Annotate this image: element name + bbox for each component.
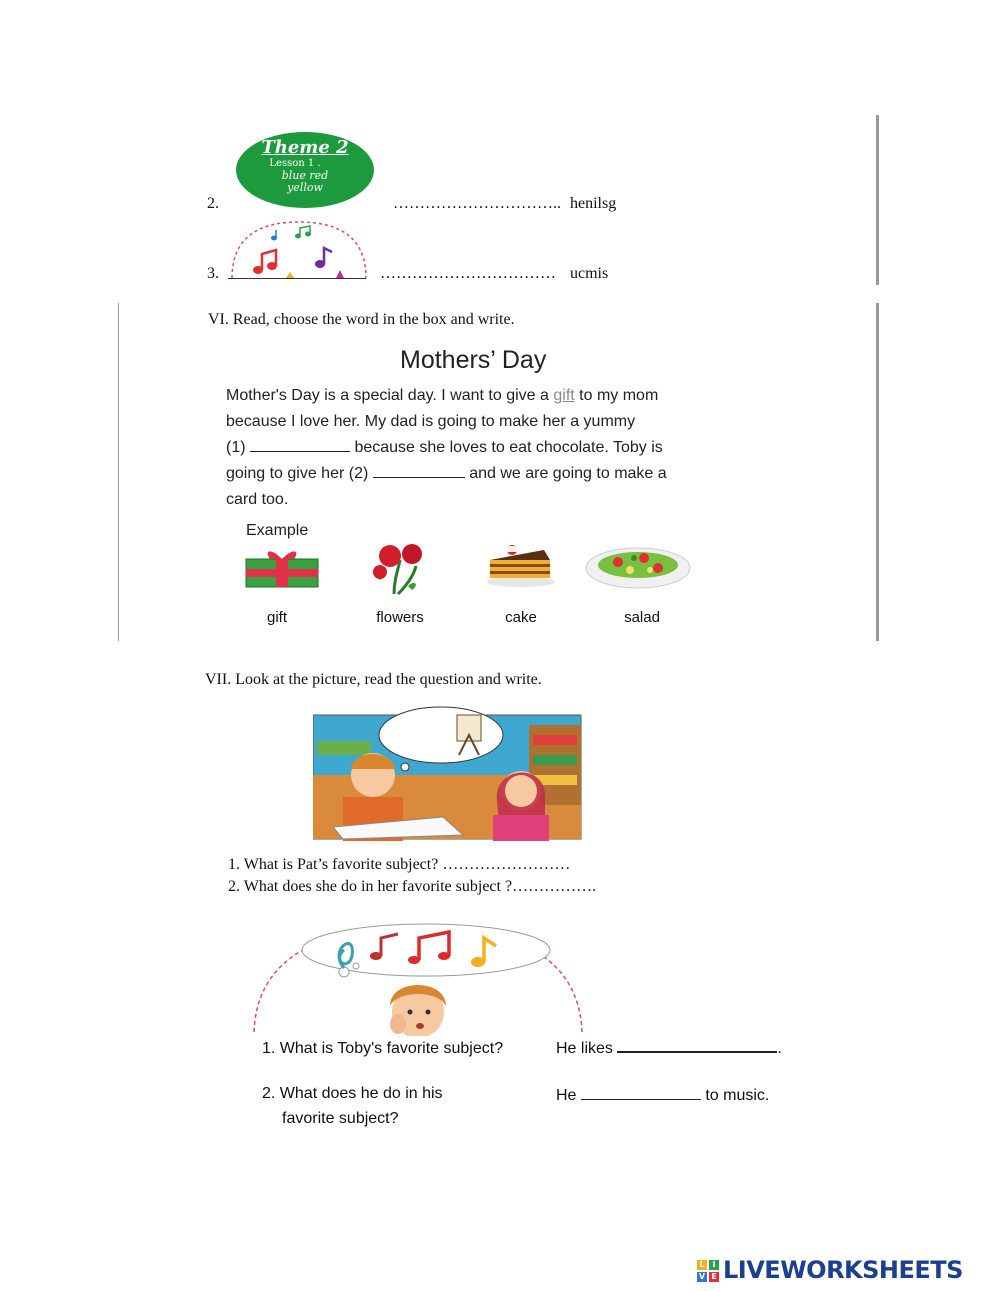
blank-2[interactable] — [373, 477, 465, 478]
word-cake: cake — [505, 609, 537, 626]
music-note-icon — [315, 248, 332, 268]
story-line3-b: because she loves to eat chocolate. Toby is — [350, 439, 663, 456]
story-paragraph — [226, 383, 667, 513]
toby-question-2-line2: favorite subject? — [282, 1110, 399, 1127]
theme-badge-line1: Lesson 1 . — [269, 158, 321, 169]
music-notes-image — [228, 218, 370, 280]
blank-1[interactable] — [250, 451, 350, 452]
music-dashed-arc — [232, 222, 366, 278]
section-vii-instruction: VII. Look at the picture, read the question and write. — [205, 671, 542, 688]
unscramble-item-2-word: henilsg — [570, 195, 617, 212]
story-line1-b: to my mom — [574, 387, 659, 404]
word-gift: gift — [266, 609, 287, 626]
logo-block-e: E — [709, 1272, 719, 1282]
top-right-border — [876, 115, 879, 285]
pat-question-2: 2. What does she do in her favorite subject ?……………. — [228, 878, 597, 895]
story-gift-word: gift — [553, 387, 575, 404]
word-flowers: flowers — [376, 609, 424, 626]
theme-badge — [236, 132, 374, 208]
unscramble-item-3-dots[interactable]: …………………………… — [380, 265, 556, 282]
salad-icon — [584, 540, 692, 590]
liveworksheets-logo — [697, 1258, 997, 1286]
pat-classroom-image — [313, 705, 583, 841]
toby-music-image — [248, 920, 588, 1036]
theme-badge-line2: blue red — [281, 169, 329, 182]
story-line1-a: Mother's Day is a special day. I want to give a — [226, 387, 554, 404]
brand-name: LIVEWORKSHEETS — [723, 1256, 963, 1284]
theme-badge-line3: yellow — [287, 181, 323, 194]
word-salad: salad — [624, 609, 660, 626]
story-line4-a: going to give her (2) — [226, 465, 373, 482]
section-vi-left-border — [118, 303, 119, 641]
story-title: Mothers’ Day — [400, 346, 547, 374]
section-vi-right-border — [876, 303, 879, 641]
unscramble-item-2-dots[interactable]: ………………………….. — [393, 195, 561, 212]
toby-question-2-line1: 2. What does he do in his — [262, 1085, 443, 1102]
toby-answer-1 — [556, 1040, 782, 1058]
logo-blocks-icon — [697, 1260, 719, 1282]
music-note-icon — [271, 230, 277, 241]
toby-question-1: 1. What is Toby's favorite subject? — [262, 1040, 504, 1057]
cake-icon — [484, 538, 558, 588]
toby-answer-1-blank[interactable] — [617, 1051, 777, 1053]
example-label: Example — [246, 522, 309, 539]
toby-answer-2-blank[interactable] — [581, 1099, 701, 1100]
unscramble-item-3-number: 3. — [207, 265, 219, 282]
logo-block-l: L — [697, 1260, 707, 1270]
toby-answer-1-suffix: . — [777, 1040, 782, 1057]
flowers-icon — [364, 540, 434, 596]
pat-question-1: 1. What is Pat’s favorite subject? …………………… — [228, 856, 571, 873]
music-note-icon — [295, 226, 311, 239]
toby-answer-2-prefix: He — [556, 1087, 577, 1104]
theme-badge-title: Theme 2 — [261, 137, 349, 158]
unscramble-item-2-number: 2. — [207, 195, 219, 212]
story-line3-a: (1) — [226, 439, 250, 456]
music-note-icon — [253, 250, 277, 274]
logo-block-v: V — [698, 1272, 706, 1281]
music-underline — [228, 278, 366, 279]
story-line2: because I love her. My dad is going to make her a yummy — [226, 413, 636, 430]
story-line5: card too. — [226, 491, 289, 508]
story-line4-b: and we are going to make a — [464, 465, 667, 482]
toby-answer-2-suffix: to music. — [705, 1087, 770, 1104]
gift-icon — [242, 545, 322, 591]
toby-answer-1-prefix: He likes — [556, 1040, 613, 1057]
toby-answer-2 — [556, 1087, 769, 1105]
unscramble-item-3-word: ucmis — [570, 265, 609, 282]
section-vi-instruction: VI. Read, choose the word in the box and write. — [208, 311, 515, 328]
logo-block-i: I — [709, 1260, 719, 1270]
